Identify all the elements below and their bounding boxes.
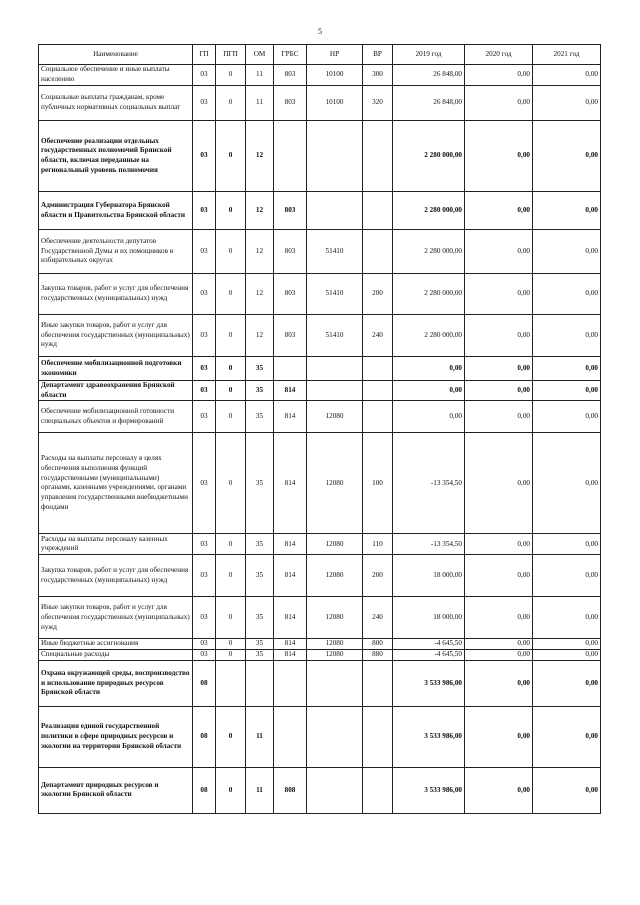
amount-2019-cell: 18 000,00 bbox=[393, 597, 465, 639]
amount-2021-cell: 0,00 bbox=[533, 315, 601, 357]
amount-2020-cell: 0,00 bbox=[465, 433, 533, 534]
name-cell: Иные закупки товаров, работ и услуг для обеспечения государственных (муниципальных) нужд bbox=[39, 315, 193, 357]
amount-2021-cell: 0,00 bbox=[533, 274, 601, 315]
code-pgp-cell: 0 bbox=[216, 315, 246, 357]
code-pgp-cell: 0 bbox=[216, 357, 246, 381]
code-nr-cell bbox=[307, 767, 363, 813]
amount-2020-cell: 0,00 bbox=[465, 230, 533, 274]
col-header-om: ОМ bbox=[246, 45, 274, 65]
amount-2021-cell: 0,00 bbox=[533, 65, 601, 86]
code-om-cell: 35 bbox=[246, 534, 274, 555]
code-vr-cell: 240 bbox=[363, 597, 393, 639]
code-om-cell: 12 bbox=[246, 121, 274, 192]
amount-2019-cell: 18 000,00 bbox=[393, 555, 465, 597]
amount-2020-cell: 0,00 bbox=[465, 274, 533, 315]
amount-2019-cell: -4 645,50 bbox=[393, 639, 465, 650]
table-row bbox=[39, 555, 601, 597]
code-gp-cell: 03 bbox=[193, 192, 216, 230]
code-grbs-cell: 803 bbox=[274, 65, 307, 86]
name-cell: Иные закупки товаров, работ и услуг для обеспечения государственных (муниципальных) нужд bbox=[39, 597, 193, 639]
amount-2019-cell: 2 280 000,00 bbox=[393, 315, 465, 357]
code-nr-cell bbox=[307, 192, 363, 230]
amount-2021-cell: 0,00 bbox=[533, 555, 601, 597]
code-vr-cell: 100 bbox=[363, 433, 393, 534]
code-nr-cell: 51410 bbox=[307, 230, 363, 274]
amount-2020-cell: 0,00 bbox=[465, 555, 533, 597]
table-row bbox=[39, 597, 601, 639]
code-grbs-cell: 814 bbox=[274, 433, 307, 534]
amount-2019-cell: 2 280 000,00 bbox=[393, 192, 465, 230]
code-nr-cell bbox=[307, 660, 363, 706]
name-cell: Закупка товаров, работ и услуг для обеспечения государственных (муниципальных) нужд bbox=[39, 555, 193, 597]
code-pgp-cell: 0 bbox=[216, 230, 246, 274]
name-cell: Департамент природных ресурсов и экологии Брянской области bbox=[39, 767, 193, 813]
code-gp-cell: 03 bbox=[193, 274, 216, 315]
code-pgp-cell: 0 bbox=[216, 639, 246, 650]
code-pgp-cell: 0 bbox=[216, 121, 246, 192]
table-row bbox=[39, 401, 601, 433]
code-vr-cell bbox=[363, 192, 393, 230]
code-om-cell bbox=[246, 660, 274, 706]
code-grbs-cell bbox=[274, 121, 307, 192]
code-nr-cell bbox=[307, 381, 363, 401]
amount-2021-cell: 0,00 bbox=[533, 639, 601, 650]
code-pgp-cell: 0 bbox=[216, 274, 246, 315]
code-pgp-cell: 0 bbox=[216, 767, 246, 813]
code-nr-cell bbox=[307, 706, 363, 767]
code-nr-cell: 12080 bbox=[307, 401, 363, 433]
code-grbs-cell: 803 bbox=[274, 86, 307, 121]
code-vr-cell: 200 bbox=[363, 274, 393, 315]
code-nr-cell: 12080 bbox=[307, 650, 363, 661]
amount-2020-cell: 0,00 bbox=[465, 357, 533, 381]
code-nr-cell: 12080 bbox=[307, 597, 363, 639]
code-grbs-cell: 814 bbox=[274, 534, 307, 555]
amount-2020-cell: 0,00 bbox=[465, 597, 533, 639]
name-cell: Реализация единой государственной политики в сфере природных ресурсов и экологии на территории Брянской области bbox=[39, 706, 193, 767]
code-nr-cell: 10100 bbox=[307, 65, 363, 86]
code-pgp-cell: 0 bbox=[216, 86, 246, 121]
table-body bbox=[39, 65, 601, 814]
code-grbs-cell bbox=[274, 660, 307, 706]
code-gp-cell: 03 bbox=[193, 555, 216, 597]
amount-2021-cell: 0,00 bbox=[533, 192, 601, 230]
code-nr-cell: 12080 bbox=[307, 534, 363, 555]
amount-2021-cell: 0,00 bbox=[533, 767, 601, 813]
code-om-cell: 35 bbox=[246, 650, 274, 661]
amount-2021-cell: 0,00 bbox=[533, 381, 601, 401]
code-gp-cell: 03 bbox=[193, 121, 216, 192]
code-vr-cell bbox=[363, 401, 393, 433]
code-vr-cell: 880 bbox=[363, 650, 393, 661]
code-vr-cell bbox=[363, 767, 393, 813]
table-row bbox=[39, 706, 601, 767]
code-vr-cell bbox=[363, 706, 393, 767]
amount-2021-cell: 0,00 bbox=[533, 230, 601, 274]
amount-2019-cell: 0,00 bbox=[393, 401, 465, 433]
name-cell: Специальные расходы bbox=[39, 650, 193, 661]
code-pgp-cell bbox=[216, 660, 246, 706]
header-row bbox=[39, 45, 601, 65]
code-om-cell: 12 bbox=[246, 274, 274, 315]
code-vr-cell bbox=[363, 660, 393, 706]
code-grbs-cell: 814 bbox=[274, 650, 307, 661]
col-header-gp: ГП bbox=[193, 45, 216, 65]
amount-2020-cell: 0,00 bbox=[465, 706, 533, 767]
code-nr-cell: 12080 bbox=[307, 433, 363, 534]
code-grbs-cell: 803 bbox=[274, 315, 307, 357]
name-cell: Закупка товаров, работ и услуг для обеспечения государственных (муниципальных) нужд bbox=[39, 274, 193, 315]
amount-2020-cell: 0,00 bbox=[465, 65, 533, 86]
amount-2019-cell: 0,00 bbox=[393, 357, 465, 381]
amount-2019-cell: 26 848,00 bbox=[393, 65, 465, 86]
code-pgp-cell: 0 bbox=[216, 401, 246, 433]
amount-2020-cell: 0,00 bbox=[465, 381, 533, 401]
table-row bbox=[39, 650, 601, 661]
code-vr-cell: 800 bbox=[363, 639, 393, 650]
code-nr-cell: 12080 bbox=[307, 639, 363, 650]
code-pgp-cell: 0 bbox=[216, 555, 246, 597]
name-cell: Администрация Губернатора Брянской области и Правительства Брянской области bbox=[39, 192, 193, 230]
code-om-cell: 12 bbox=[246, 315, 274, 357]
code-nr-cell bbox=[307, 121, 363, 192]
code-om-cell: 35 bbox=[246, 401, 274, 433]
name-cell: Охрана окружающей среды, воспроизводство и использование природных ресурсов Брянской области bbox=[39, 660, 193, 706]
table-row bbox=[39, 534, 601, 555]
code-nr-cell: 10100 bbox=[307, 86, 363, 121]
code-pgp-cell: 0 bbox=[216, 433, 246, 534]
code-vr-cell bbox=[363, 381, 393, 401]
table-row bbox=[39, 192, 601, 230]
code-pgp-cell: 0 bbox=[216, 597, 246, 639]
code-grbs-cell bbox=[274, 706, 307, 767]
amount-2021-cell: 0,00 bbox=[533, 660, 601, 706]
code-gp-cell: 08 bbox=[193, 660, 216, 706]
code-grbs-cell: 803 bbox=[274, 274, 307, 315]
code-pgp-cell: 0 bbox=[216, 534, 246, 555]
amount-2021-cell: 0,00 bbox=[533, 433, 601, 534]
code-gp-cell: 03 bbox=[193, 639, 216, 650]
table-row bbox=[39, 86, 601, 121]
code-grbs-cell: 814 bbox=[274, 597, 307, 639]
code-om-cell: 35 bbox=[246, 357, 274, 381]
table-row bbox=[39, 315, 601, 357]
code-gp-cell: 03 bbox=[193, 315, 216, 357]
amount-2021-cell: 0,00 bbox=[533, 706, 601, 767]
name-cell: Обеспечение мобилизационной подготовки экономики bbox=[39, 357, 193, 381]
code-gp-cell: 03 bbox=[193, 650, 216, 661]
amount-2020-cell: 0,00 bbox=[465, 192, 533, 230]
code-gp-cell: 03 bbox=[193, 65, 216, 86]
code-gp-cell: 03 bbox=[193, 401, 216, 433]
code-om-cell: 35 bbox=[246, 381, 274, 401]
amount-2020-cell: 0,00 bbox=[465, 534, 533, 555]
code-nr-cell: 51410 bbox=[307, 274, 363, 315]
code-gp-cell: 08 bbox=[193, 706, 216, 767]
name-cell: Социальные выплаты гражданам, кроме публичных нормативных социальных выплат bbox=[39, 86, 193, 121]
code-nr-cell: 12080 bbox=[307, 555, 363, 597]
table-row bbox=[39, 274, 601, 315]
code-om-cell: 11 bbox=[246, 706, 274, 767]
name-cell: Обеспечение мобилизационной готовности специальных объектов и формирований bbox=[39, 401, 193, 433]
budget-table bbox=[38, 44, 601, 814]
code-gp-cell: 03 bbox=[193, 433, 216, 534]
amount-2019-cell: 0,00 bbox=[393, 381, 465, 401]
code-grbs-cell: 808 bbox=[274, 767, 307, 813]
col-header-2020: 2020 год bbox=[465, 45, 533, 65]
amount-2021-cell: 0,00 bbox=[533, 597, 601, 639]
code-om-cell: 11 bbox=[246, 767, 274, 813]
amount-2020-cell: 0,00 bbox=[465, 639, 533, 650]
col-header-name: Наименование bbox=[39, 45, 193, 65]
code-nr-cell: 51410 bbox=[307, 315, 363, 357]
col-header-2021: 2021 год bbox=[533, 45, 601, 65]
amount-2021-cell: 0,00 bbox=[533, 401, 601, 433]
amount-2019-cell: 2 280 000,00 bbox=[393, 230, 465, 274]
table-row bbox=[39, 639, 601, 650]
code-grbs-cell: 814 bbox=[274, 401, 307, 433]
code-gp-cell: 08 bbox=[193, 767, 216, 813]
amount-2019-cell: 3 533 986,00 bbox=[393, 660, 465, 706]
code-om-cell: 35 bbox=[246, 555, 274, 597]
code-vr-cell: 300 bbox=[363, 65, 393, 86]
table-row bbox=[39, 767, 601, 813]
amount-2021-cell: 0,00 bbox=[533, 534, 601, 555]
name-cell: Иные бюджетные ассигнования bbox=[39, 639, 193, 650]
amount-2019-cell: -13 354,50 bbox=[393, 433, 465, 534]
amount-2020-cell: 0,00 bbox=[465, 315, 533, 357]
amount-2021-cell: 0,00 bbox=[533, 86, 601, 121]
name-cell: Социальное обеспечение и иные выплаты населению bbox=[39, 65, 193, 86]
col-header-nr: НР bbox=[307, 45, 363, 65]
code-nr-cell bbox=[307, 357, 363, 381]
amount-2019-cell: -13 354,50 bbox=[393, 534, 465, 555]
code-gp-cell: 03 bbox=[193, 534, 216, 555]
code-om-cell: 12 bbox=[246, 230, 274, 274]
amount-2019-cell: -4 645,50 bbox=[393, 650, 465, 661]
table-row bbox=[39, 381, 601, 401]
amount-2020-cell: 0,00 bbox=[465, 86, 533, 121]
code-om-cell: 35 bbox=[246, 639, 274, 650]
code-vr-cell bbox=[363, 230, 393, 274]
amount-2020-cell: 0,00 bbox=[465, 660, 533, 706]
code-vr-cell: 240 bbox=[363, 315, 393, 357]
code-grbs-cell: 814 bbox=[274, 381, 307, 401]
amount-2020-cell: 0,00 bbox=[465, 121, 533, 192]
name-cell: Департамент здравоохранения Брянской области bbox=[39, 381, 193, 401]
code-gp-cell: 03 bbox=[193, 230, 216, 274]
page-number: 5 bbox=[318, 27, 322, 36]
amount-2019-cell: 2 280 000,00 bbox=[393, 121, 465, 192]
table-row bbox=[39, 65, 601, 86]
code-pgp-cell: 0 bbox=[216, 192, 246, 230]
amount-2020-cell: 0,00 bbox=[465, 401, 533, 433]
code-grbs-cell bbox=[274, 357, 307, 381]
code-vr-cell bbox=[363, 357, 393, 381]
code-pgp-cell: 0 bbox=[216, 381, 246, 401]
code-pgp-cell: 0 bbox=[216, 65, 246, 86]
code-grbs-cell: 803 bbox=[274, 192, 307, 230]
code-grbs-cell: 803 bbox=[274, 230, 307, 274]
amount-2021-cell: 0,00 bbox=[533, 357, 601, 381]
code-om-cell: 35 bbox=[246, 597, 274, 639]
code-om-cell: 11 bbox=[246, 65, 274, 86]
col-header-grbs: ГРБС bbox=[274, 45, 307, 65]
code-vr-cell: 200 bbox=[363, 555, 393, 597]
name-cell: Расходы на выплаты персоналу казенных учреждений bbox=[39, 534, 193, 555]
amount-2021-cell: 0,00 bbox=[533, 650, 601, 661]
code-vr-cell: 110 bbox=[363, 534, 393, 555]
code-pgp-cell: 0 bbox=[216, 650, 246, 661]
table-row bbox=[39, 660, 601, 706]
col-header-pgp: ПГП bbox=[216, 45, 246, 65]
name-cell: Расходы на выплаты персоналу в целях обеспечения выполнения функций государственными (муниципальными) органами, казенными учреждениями, органами управления государственными внебюджетными фондами bbox=[39, 433, 193, 534]
amount-2021-cell: 0,00 bbox=[533, 121, 601, 192]
amount-2019-cell: 26 848,00 bbox=[393, 86, 465, 121]
amount-2019-cell: 2 280 000,00 bbox=[393, 274, 465, 315]
code-om-cell: 35 bbox=[246, 433, 274, 534]
name-cell: Обеспечение реализации отдельных государственных полномочий Брянской области, включая переданные на региональный уровень полномочия bbox=[39, 121, 193, 192]
code-om-cell: 12 bbox=[246, 192, 274, 230]
amount-2019-cell: 3 533 986,00 bbox=[393, 706, 465, 767]
code-gp-cell: 03 bbox=[193, 357, 216, 381]
code-gp-cell: 03 bbox=[193, 86, 216, 121]
code-grbs-cell: 814 bbox=[274, 639, 307, 650]
code-gp-cell: 03 bbox=[193, 381, 216, 401]
name-cell: Обеспечение деятельности депутатов Государственной Думы и их помощников в избирательных округах bbox=[39, 230, 193, 274]
code-vr-cell bbox=[363, 121, 393, 192]
table-row bbox=[39, 357, 601, 381]
code-gp-cell: 03 bbox=[193, 597, 216, 639]
code-pgp-cell: 0 bbox=[216, 706, 246, 767]
table-row bbox=[39, 121, 601, 192]
code-om-cell: 11 bbox=[246, 86, 274, 121]
code-grbs-cell: 814 bbox=[274, 555, 307, 597]
table-row bbox=[39, 433, 601, 534]
col-header-vr: ВР bbox=[363, 45, 393, 65]
table-row bbox=[39, 230, 601, 274]
amount-2020-cell: 0,00 bbox=[465, 767, 533, 813]
amount-2020-cell: 0,00 bbox=[465, 650, 533, 661]
col-header-2019: 2019 год bbox=[393, 45, 465, 65]
code-vr-cell: 320 bbox=[363, 86, 393, 121]
amount-2019-cell: 3 533 986,00 bbox=[393, 767, 465, 813]
